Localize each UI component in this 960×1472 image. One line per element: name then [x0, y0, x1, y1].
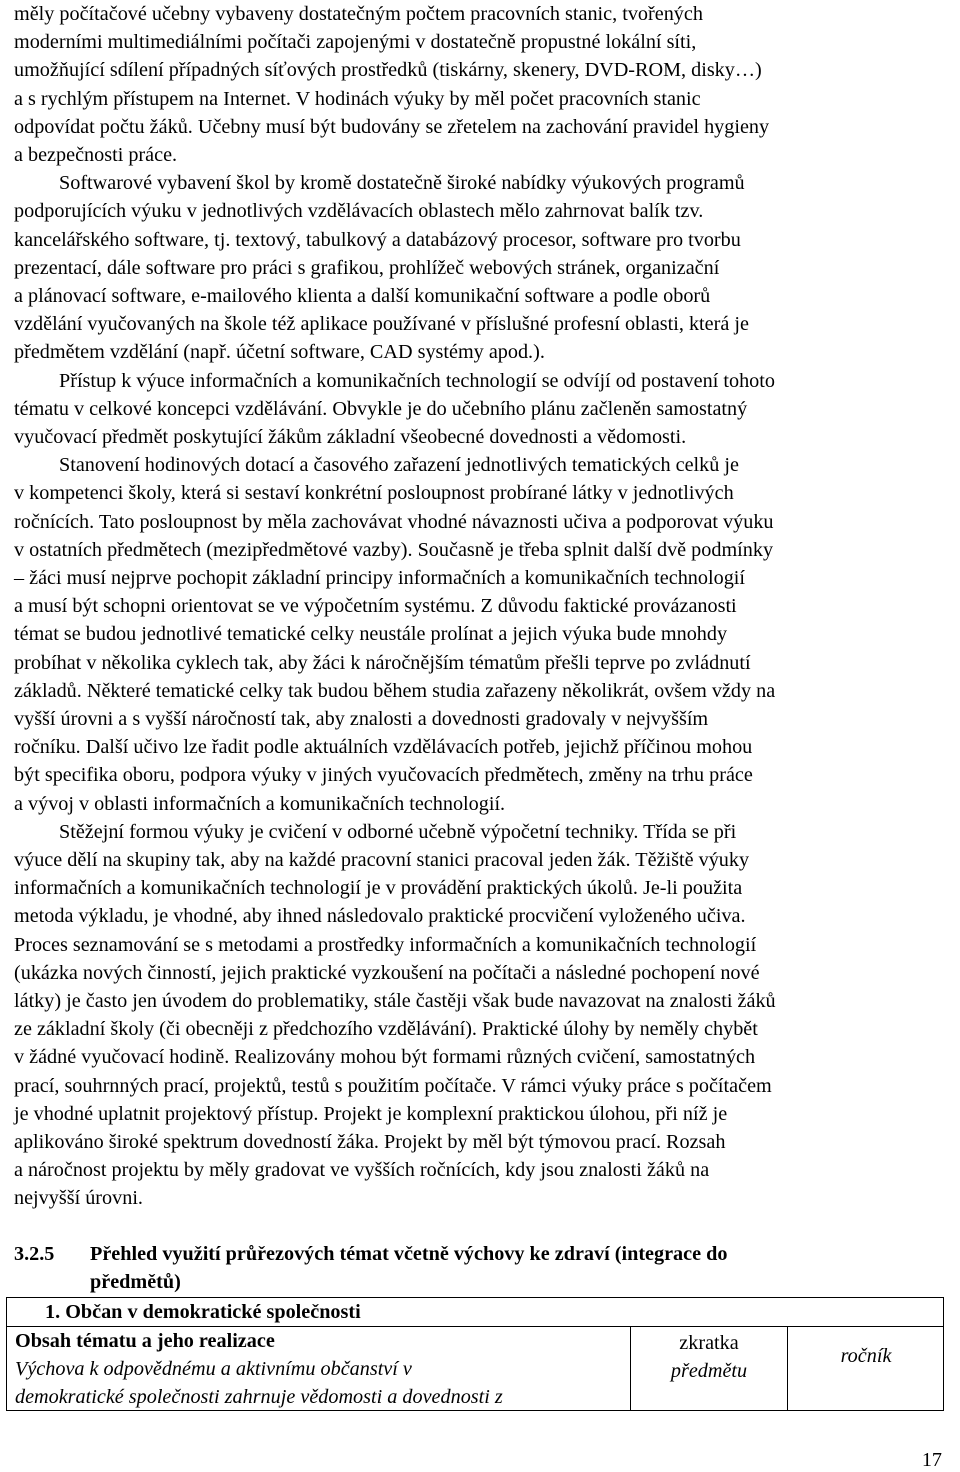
paragraph-line: a musí být schopni orientovat se ve výpočetním systému. Z důvodu faktické provázanosti: [14, 595, 737, 618]
paragraph-line: moderními multimediálními počítači zapojenými v dostatečně propustné lokální síti,: [14, 31, 697, 54]
paragraph-line: Přístup k výuce informačních a komunikačních technologií se odvíjí od postavení tohoto: [59, 369, 775, 392]
col3-header: ročník: [840, 1345, 892, 1367]
col1-text-line2: demokratické společnosti zahrnuje vědomosti a dovednosti z: [15, 1386, 503, 1408]
section-number: 3.2.5: [14, 1243, 55, 1265]
paragraph-line: Softwarové vybavení škol by kromě dostatečně široké nabídky výukových programů: [59, 172, 745, 195]
paragraph-line: předmětem vzdělání (např. účetní software, CAD systémy apod.).: [14, 341, 545, 364]
paragraph-line: je vhodné uplatnit projektový přístup. Projekt je komplexní praktickou úlohou, při níž je: [14, 1102, 728, 1125]
col2-header-line2: předmětu: [670, 1360, 748, 1382]
paragraph-line: vzdělání vyučovaných na škole též aplikace používané v příslušné profesní oblasti, která je: [14, 313, 749, 336]
paragraph-line: prací, souhrnných prací, projektů, testů s použitím počítače. V rámci výuky práce s počítačem: [14, 1074, 772, 1097]
page-number: 17: [921, 1449, 942, 1471]
paragraph-line: vyučovací předmět poskytující žákům základní všeobecné dovednosti a vědomosti.: [14, 426, 687, 448]
topic-heading: 1. Občan v demokratické společnosti: [45, 1301, 361, 1323]
paragraph-line: podporujících výuku v jednotlivých vzdělávacích oblastech mělo zahrnovat balík tzv.: [14, 200, 704, 223]
section-title-line1: Přehled využití průřezových témat včetně výchovy ke zdraví (integrace do: [90, 1243, 728, 1265]
paragraph-line: Stanovení hodinových dotací a časového zařazení jednotlivých tematických celků je: [59, 454, 739, 477]
paragraph-line: a bezpečnosti práce.: [14, 144, 178, 166]
paragraph-line: výuce dělí na skupiny tak, aby na každé pracovní stanici pracoval jeden žák. Těžiště výuky: [14, 849, 750, 871]
paragraph-line: odpovídat počtu žáků. Učebny musí být budovány se zřetelem na zachování pravidel hygieny: [14, 115, 770, 138]
paragraph-line: v ostatních předmětech (mezipředmětové vazby). Současně je třeba splnit další dvě podmínky: [14, 538, 774, 561]
paragraph-line: v žádné vyučovací hodině. Realizovány mohou být formami různých cvičení, samostatných: [14, 1046, 756, 1069]
paragraph-line: informačních a komunikačních technologií je v provádění praktických úkolů. Je-li použita: [14, 877, 743, 900]
col1-header: Obsah tématu a jeho realizace: [15, 1330, 275, 1352]
paragraph-line: a s rychlým přístupem na Internet. V hodinách výuky by měl počet pracovních stanic: [14, 87, 701, 110]
paragraph-line: Proces seznamování se s metodami a prostředky informačních a komunikačních technologií: [14, 933, 757, 956]
paragraph-line: umožňující sdílení případných síťových prostředků (tiskárny, skenery, DVD-ROM, disky…): [14, 59, 762, 82]
paragraph-line: a plánovací software, e-mailového klienta a další komunikační software a podle oborů: [14, 285, 711, 307]
paragraph-line: základů. Některé tematické celky tak budou během studia zařazeny několikrát, ovšem vždy na: [14, 679, 776, 702]
paragraph-line: prezentací, dále software pro práci s grafikou, prohlížeč webových stránek, organizační: [14, 256, 720, 279]
paragraph-line: v kompetenci školy, která si sestaví konkrétní posloupnost probírané látky v jednotlivých: [14, 482, 734, 505]
paragraph-line: ročníku. Další učivo lze řadit podle aktuálních vzdělávacích potřeb, jejichž příčinou mohou: [14, 736, 753, 759]
paragraph-line: vyšší úrovni a s vyšší náročností tak, aby znalosti a dovednosti gradovaly v nejvyšším: [14, 708, 709, 730]
topics-table: [6, 1297, 944, 1411]
paragraph-line: ročnících. Tato posloupnost by měla zachovávat vhodné návaznosti učiva a podporovat výuku: [14, 510, 774, 533]
paragraph-line: probíhat v několika cyklech tak, aby žáci k náročnějším tématům přešli teprve po zvládnutí: [14, 651, 751, 674]
paragraph-line: být specifika oboru, podpora výuky v jiných vyučovacích předmětech, změny na trhu práce: [14, 764, 753, 787]
paragraph-line: a náročnost projektu by měly gradovat ve vyšších ročnících, kdy jsou znalosti žáků na: [14, 1159, 710, 1182]
section-title-line2: předmětů): [90, 1271, 181, 1293]
paragraph-line: kancelářského software, tj. textový, tabulkový a databázový procesor, software pro tvorbu: [14, 228, 741, 251]
paragraph-line: tématu v celkové koncepci vzdělávání. Obvykle je do učebního plánu začleněn samostatný: [14, 397, 748, 420]
table-row-topic: [7, 1298, 943, 1327]
paragraph-line: látky) je často jen úvodem do problematiky, stále častěji však bude navazovat na znalosti žáků: [14, 990, 776, 1012]
paragraph-line: témat se budou jednotlivé tematické celky neustále prolínat a jejich výuka bude mnohdy: [14, 623, 728, 646]
paragraph-line: nejvyšší úrovni.: [14, 1187, 143, 1210]
col1-text-line1: Výchova k odpovědnému a aktivnímu občanství v: [15, 1358, 412, 1380]
paragraph-line: měly počítačové učebny vybaveny dostatečným počtem pracovních stanic, tvořených: [14, 3, 703, 25]
paragraph-line: a vývoj v oblasti informačních a komunikačních technologií.: [14, 792, 506, 815]
paragraph-line: aplikováno široké spektrum dovedností žáka. Projekt by měl být týmovou prací. Rozsah: [14, 1131, 726, 1153]
paragraph-line: – žáci musí nejprve pochopit základní principy informačních a komunikačních technologií: [14, 567, 746, 589]
paragraph-line: ze základní školy (či obecněji z předchozího vzdělávání). Praktické úlohy by neměly chybět: [14, 1018, 758, 1041]
paragraph-line: metoda výkladu, je vhodné, aby ihned následovalo praktické procvičení vyloženého učiva.: [14, 905, 746, 928]
paragraph-line: (ukázka nových činností, jejich praktické vyzkoušení na počítači a následné pochopení nové: [14, 961, 760, 984]
paragraph-line: Stěžejní formou výuky je cvičení v odborné učebně výpočetní techniky. Třída se při: [59, 820, 737, 843]
col2-header-line1: zkratka: [679, 1332, 739, 1354]
